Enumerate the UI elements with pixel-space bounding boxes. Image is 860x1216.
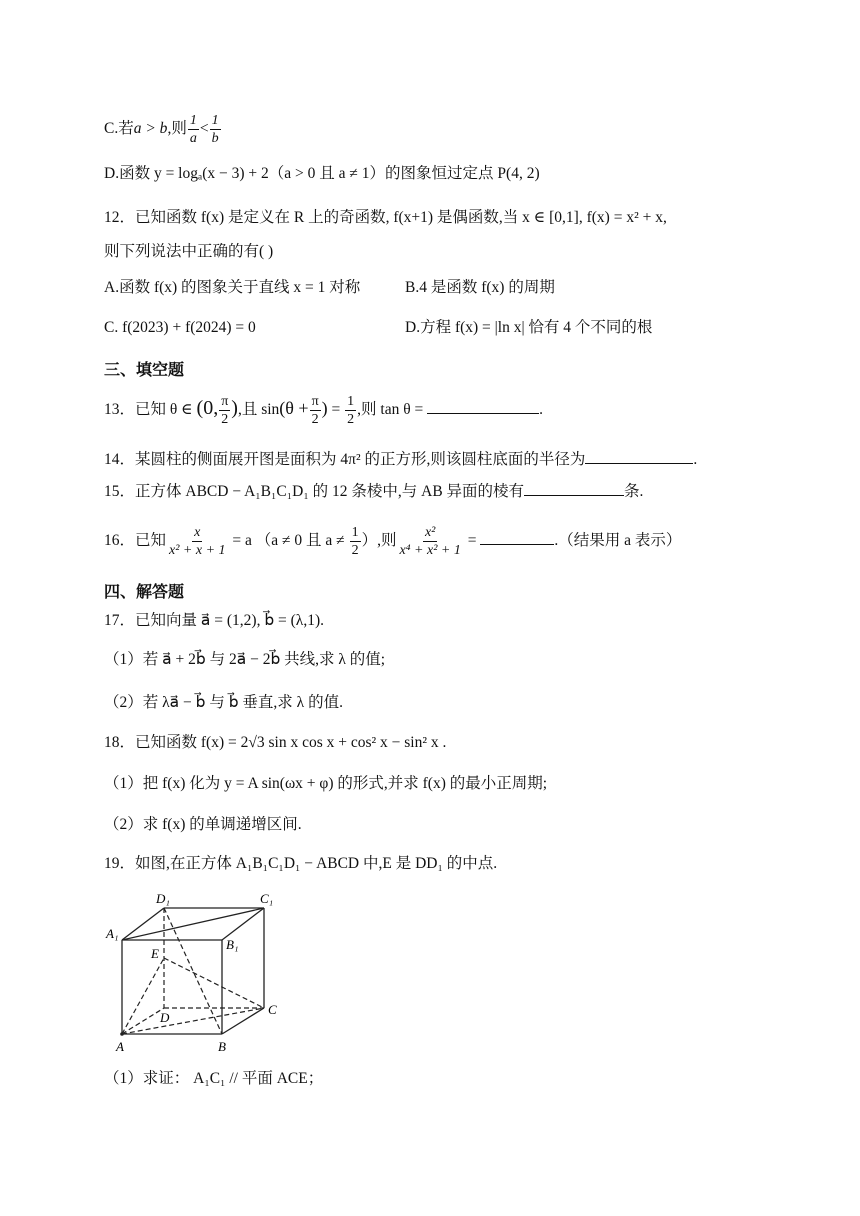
section-heading-fill-blank: 三、填空题 [104,362,185,379]
label-b: B [218,1039,226,1054]
q18-part-2: （2）求 f(x) 的单调递增区间. [104,816,302,833]
fraction-1-over-a: $\frac{1}{a}$ [189,113,197,146]
label-a1: A₁ [106,926,119,941]
q18-stem: 18．已知函数 f(x) = 2√3 sin x cos x + cos² x − sin² x . [104,734,447,751]
label-a: A [116,1039,124,1054]
answer-blank[interactable] [585,449,693,464]
q13: 13．已知 θ ∈ (0, $\frac{\pi}{2}$ ),且 sin(θ + $\frac{\pi}{2}$ ) = $\frac{1}{2}$ ,则 tan θ = . [104,394,544,427]
answer-blank[interactable] [427,399,539,414]
q19-stem: 19．如图,在正方体 A₁B₁C₁D₁ − ABCD 中,E 是 DD₁ 的中点. [104,855,498,872]
q12-option-b: B.4 是函数 f(x) 的周期 [405,279,555,296]
label-d1: D₁ [156,891,170,906]
fraction-x-over-quadratic: $\frac{x}{\text{x² + x + 1}}$ [169,525,226,558]
cube-figure [104,888,294,1063]
edge-a-d [122,1008,164,1034]
q12-option-c: C. f(2023) + f(2024) = 0 [104,319,256,336]
q12-stem-line-2: 则下列说法中正确的有( ) [104,243,274,260]
label-e: E [151,946,159,961]
fraction-1-over-2: $\frac{1}{2}$ [351,525,359,558]
segment-e-c [164,958,264,1008]
fraction-pi-over-2: $\frac{\pi}{2}$ [221,394,229,427]
fraction-pi-over-2-arg: $\frac{\pi}{2}$ [311,394,319,427]
answer-blank[interactable] [524,481,624,496]
label-c: C [268,1002,277,1017]
q12-option-a: A.函数 f(x) 的图象关于直线 x = 1 对称 [104,279,361,296]
fraction-x2-over-quartic: $\frac{\text{x²}}{\text{x⁴ + x² + 1}}$ [399,525,461,558]
q14: 14．某圆柱的侧面展开图是面积为 4π² 的正方形,则该圆柱底面的半径为 . [104,451,698,468]
q16: 16．已知 $\frac{x}{\text{x² + x + 1}}$ = a （a ≠ 0 且 a ≠ $\frac{1}{2}$ ）,则 $\frac{\text{x²}}{\text{x⁴ + x² + 1}}$ = .（结果用 a 表示） [104,525,682,558]
q11-option-c: C.若a > b,则 $\frac{1}{a}$ < $\frac{1}{b}$ [104,113,219,146]
segment-d1-b [164,908,222,1034]
label-b1: B₁ [226,937,239,952]
fraction-1-over-b: $\frac{1}{b}$ [211,113,219,146]
q11-option-d: D.函数 y = logₐ(x − 3) + 2（a > 0 且 a ≠ 1）的图象恒过定点 P(4, 2) [104,165,540,182]
label-c1: C₁ [260,891,274,906]
label-d: D [160,1010,170,1025]
q17-stem: 17．已知向量 a⃗ = (1,2), b⃗ = (λ,1). [104,612,324,629]
q12-stem-line-1: 12．已知函数 f(x) 是定义在 R 上的奇函数, f(x+1) 是偶函数,当 x ∈ [0,1], f(x) = x² + x, [104,209,667,226]
section-heading-solutions: 四、解答题 [104,584,185,601]
segment-a-e [122,958,164,1034]
fraction-1-over-2: $\frac{1}{2}$ [347,394,355,427]
q15: 15．正方体 ABCD − A₁B₁C₁D₁ 的 12 条棱中,与 AB 异面的棱有 条. [104,483,644,500]
answer-blank[interactable] [480,530,554,545]
point-a [120,1032,124,1036]
q17-part-1: （1）若 a⃗ + 2b⃗ 与 2a⃗ − 2b⃗ 共线,求 λ 的值; [104,651,386,668]
q19-part-1: （1）求证： A₁C₁ // 平面 ACE； [104,1070,324,1087]
q18-part-1: （1）把 f(x) 化为 y = A sin(ωx + φ) 的形式,并求 f(x) 的最小正周期; [104,775,548,792]
q17-part-2: （2）若 λa⃗ − b⃗ 与 b⃗ 垂直,求 λ 的值. [104,694,343,711]
cube-diagram [104,888,294,1058]
q12-option-d: D.方程 f(x) = |ln x| 恰有 4 个不同的根 [405,319,653,336]
